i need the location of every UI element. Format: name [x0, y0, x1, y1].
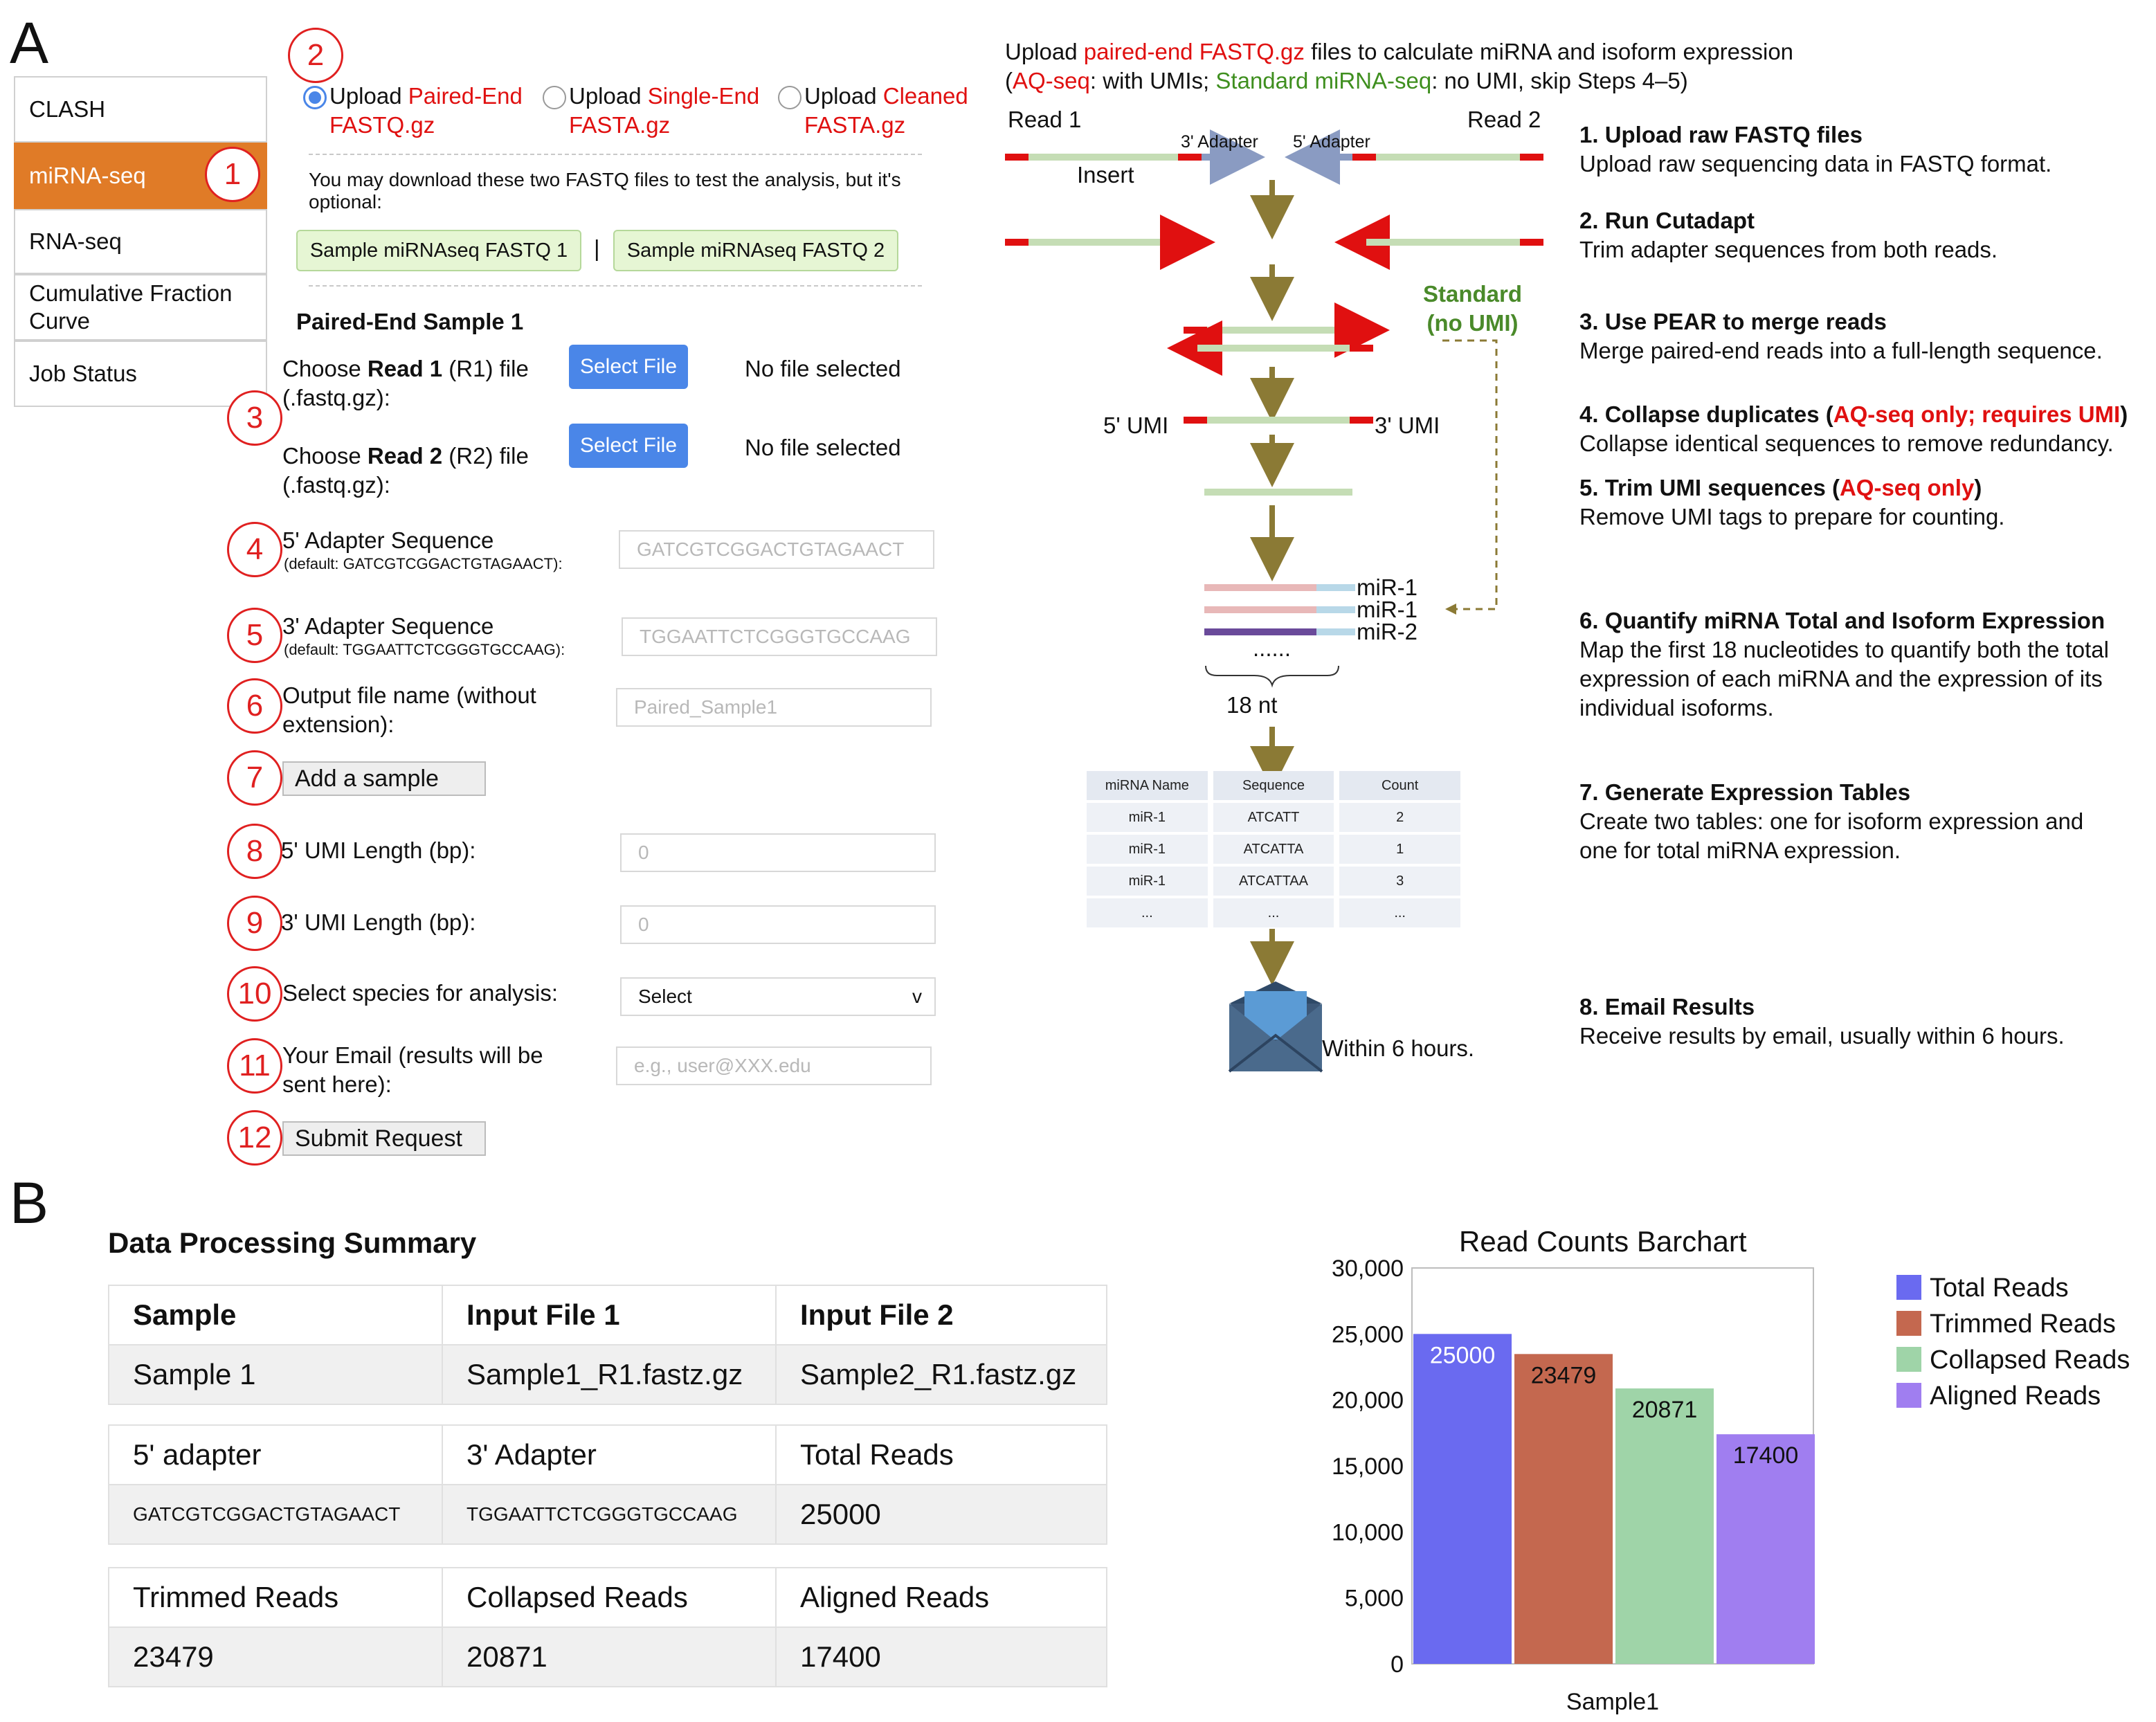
section-title: Paired-End Sample 1	[296, 309, 524, 334]
step-4-title: 4. Collapse duplicates (AQ-seq only; requires UMI)	[1579, 401, 2128, 427]
table-row: miR-1 ATCATTA 1	[1087, 835, 1460, 864]
step-1-title: 1. Upload raw FASTQ files	[1579, 122, 1863, 147]
summary-table-3	[108, 1567, 1107, 1687]
table-row: Sample 1 Sample1_R1.fastz.gz Sample2_R1.fastz.gz	[109, 1345, 1107, 1404]
y-tick-label: 25,000	[1332, 1321, 1404, 1348]
trimmed-read1	[1005, 239, 1195, 246]
table-header-row: Trimmed Reads Collapsed Reads Aligned Reads	[109, 1568, 1107, 1627]
legend-swatch	[1896, 1347, 1921, 1372]
step-7-title: 7. Generate Expression Tables	[1579, 779, 1911, 805]
read2-status: No file selected	[745, 435, 901, 460]
bar	[1514, 1354, 1613, 1664]
table-header-row: 5' adapter 3' Adapter Total Reads	[109, 1425, 1107, 1485]
umi3-label: 3' UMI	[1375, 413, 1440, 438]
step-badge-2: 2	[288, 28, 343, 83]
legend-swatch	[1896, 1383, 1921, 1408]
step-badge-4: 4	[227, 522, 282, 577]
bar-data-label: 23479	[1530, 1362, 1597, 1389]
species-select-value: Select	[638, 986, 692, 1007]
y-tick-label: 20,000	[1332, 1387, 1404, 1414]
output-label: Output file name (without extension):	[282, 682, 536, 737]
summary-table-1	[108, 1285, 1107, 1405]
email-label: Your Email (results will be sent here):	[282, 1042, 543, 1097]
table-row: 23479 20871 17400	[109, 1627, 1107, 1687]
output-filename-input[interactable]: Paired_Sample1	[616, 688, 932, 727]
legend-swatch	[1896, 1311, 1921, 1336]
adapter3-default: (default: TGGAATTCTCGGGTGCCAAG):	[284, 641, 565, 658]
umi5-length-input[interactable]: 0	[620, 833, 936, 872]
legend-label: Aligned Reads	[1930, 1381, 2101, 1411]
y-tick-label: 30,000	[1332, 1256, 1404, 1282]
adapter3-label: 3' Adapter	[1181, 132, 1258, 152]
umi5-label: 5' UMI	[1103, 413, 1169, 438]
select-read2-button[interactable]: Select File	[569, 424, 688, 468]
table-row: miR-1 ATCATTAA 3	[1087, 867, 1460, 896]
step-8-desc: Receive results by email, usually within 6 hours.	[1579, 1023, 2065, 1049]
step-badge-9: 9	[227, 896, 282, 951]
sidebar-item-label: Cumulative Fraction Curve	[29, 280, 233, 334]
brace	[1206, 666, 1339, 685]
radio-label-paired-end: Upload Paired-End FASTQ.gz	[329, 83, 523, 138]
summary-table-2	[108, 1424, 1107, 1545]
step-badge-11: 11	[227, 1038, 282, 1094]
radio-cleaned[interactable]	[778, 86, 801, 109]
read2-label: Read 2	[1467, 107, 1541, 132]
insert-label: Insert	[1077, 162, 1134, 188]
select-read1-button[interactable]: Select File	[569, 345, 688, 389]
step-badge-3: 3	[227, 390, 282, 446]
adapter3-label: 3' Adapter Sequence	[282, 613, 494, 639]
read2-label: Choose Read 2 (R2) file (.fastq.gz):	[282, 443, 529, 498]
chart-title: Read Counts Barchart	[1459, 1225, 1747, 1258]
sidebar-item-job-status[interactable]	[14, 341, 267, 407]
step-2-desc: Trim adapter sequences from both reads.	[1579, 237, 1998, 262]
step-badge-5: 5	[227, 608, 282, 663]
email-input[interactable]: e.g., user@XXX.edu	[616, 1046, 932, 1085]
panel-b-label: B	[10, 1170, 49, 1235]
sidebar-item-cumulative-fraction-curve[interactable]	[14, 274, 267, 341]
x-tick-label: Sample1	[1566, 1689, 1660, 1715]
step-7-desc: Create two tables: one for isoform expression and one for total miRNA expression.	[1579, 808, 2084, 863]
mirna-isoforms	[1204, 584, 1355, 635]
sidebar-item-label: Job Status	[29, 361, 137, 386]
umi-read	[1184, 417, 1373, 424]
bar-data-label: 20871	[1631, 1397, 1698, 1424]
umi3-length-input[interactable]: 0	[620, 905, 936, 944]
step-badge-1: 1	[205, 147, 260, 202]
step-4-desc: Collapse identical sequences to remove redundancy.	[1579, 430, 2114, 456]
sample-separator: |	[594, 235, 600, 261]
umi3-label: 3' UMI Length (bp):	[281, 909, 476, 935]
table-header-row: Sample Input File 1 Input File 2	[109, 1285, 1107, 1345]
step-5-desc: Remove UMI tags to prepare for counting.	[1579, 504, 2005, 529]
step-3-title: 3. Use PEAR to merge reads	[1579, 309, 1887, 334]
table-row: GATCGTCGGACTGTAGAACT TGGAATTCTCGGGTGCCAAG 25000	[109, 1485, 1107, 1544]
y-tick-label: 5,000	[1344, 1585, 1404, 1612]
adapter5-input[interactable]: GATCGTCGGACTGTAGAACT	[619, 530, 934, 569]
expression-table-example	[1081, 768, 1466, 930]
standard-label: Standard (no UMI)	[1423, 281, 1523, 336]
bar-data-label: 25000	[1429, 1342, 1496, 1369]
sidebar-item-label: CLASH	[29, 96, 106, 122]
sidebar-item-label: miRNA-seq	[29, 163, 146, 188]
legend-label: Trimmed Reads	[1930, 1309, 2116, 1339]
step-badge-12: 12	[227, 1110, 282, 1166]
bar-data-label: 17400	[1732, 1442, 1799, 1469]
nt-length-label: 18 nt	[1226, 692, 1278, 718]
summary-title: Data Processing Summary	[108, 1226, 477, 1259]
umi5-label: 5' UMI Length (bp):	[281, 837, 476, 863]
y-tick-label: 0	[1390, 1651, 1404, 1678]
bar	[1615, 1388, 1714, 1664]
trimmed-umi-read	[1204, 489, 1352, 496]
within-hours-label: Within 6 hours.	[1322, 1035, 1475, 1061]
y-tick-label: 15,000	[1332, 1453, 1404, 1480]
step-1-desc: Upload raw sequencing data in FASTQ format.	[1579, 151, 2052, 176]
step-badge-8: 8	[227, 824, 282, 879]
species-label: Select species for analysis:	[282, 980, 559, 1006]
merged-reads	[1184, 327, 1373, 352]
table-header: Sequence	[1213, 771, 1334, 800]
adapter5-default: (default: GATCGTCGGACTGTAGAACT):	[284, 555, 563, 572]
mirna-label: miR-1	[1357, 597, 1417, 622]
bar	[1413, 1334, 1512, 1664]
step-5-title: 5. Trim UMI sequences (AQ-seq only)	[1579, 475, 1982, 500]
workflow-diagram	[997, 104, 1564, 1087]
read1-label: Choose Read 1 (R1) file (.fastq.gz):	[282, 356, 529, 410]
divider	[309, 154, 922, 155]
step-6-desc: Map the first 18 nucleotides to quantify both the total expression of each miRNA and the expression of its individual isoforms.	[1579, 637, 2109, 720]
workflow-intro: Upload paired-end FASTQ.gz files to calculate miRNA and isoform expression (AQ-seq: with UMIs; Standard miRNA-seq: no UMI, skip Steps 4–5)	[1005, 39, 1794, 93]
adapter5-label: 5' Adapter Sequence	[282, 527, 494, 553]
read1-status: No file selected	[745, 356, 901, 381]
species-select[interactable]	[620, 977, 936, 1016]
adapter5-label: 5' Adapter	[1293, 132, 1370, 152]
radio-single-end[interactable]	[543, 86, 566, 109]
legend-swatch	[1896, 1275, 1921, 1300]
chevron-down-icon: v	[912, 986, 922, 1007]
radio-paired-end[interactable]	[303, 86, 327, 109]
read-counts-bar-chart	[1274, 1246, 2146, 1716]
standard-bypass-path	[1442, 341, 1496, 609]
mirna-label: miR-2	[1357, 619, 1417, 644]
legend-label: Collapsed Reads	[1930, 1345, 2130, 1375]
sidebar-item-label: RNA-seq	[29, 228, 122, 254]
sample-fastq-1-button[interactable]: Sample miRNAseq FASTQ 1	[296, 230, 581, 271]
envelope-icon	[1229, 981, 1322, 1071]
step-6-title: 6. Quantify miRNA Total and Isoform Expression	[1579, 608, 2105, 633]
table-header: Count	[1339, 771, 1460, 800]
sidebar-item-clash[interactable]	[14, 76, 267, 143]
mirna-label: miR-1	[1357, 574, 1417, 600]
sample-fastq-2-button[interactable]: Sample miRNAseq FASTQ 2	[613, 230, 898, 271]
add-sample-button[interactable]: Add a sample	[282, 761, 486, 796]
divider	[309, 285, 922, 287]
step-3-desc: Merge paired-end reads into a full-length sequence.	[1579, 338, 2103, 363]
ellipsis: ......	[1253, 635, 1292, 661]
step-2-title: 2. Run Cutadapt	[1579, 208, 1755, 233]
adapter3-input[interactable]: TGGAATTCTCGGGTGCCAAG	[622, 617, 937, 656]
step-badge-6: 6	[227, 678, 282, 734]
table-header: miRNA Name	[1087, 771, 1208, 800]
submit-request-button[interactable]: Submit Request	[282, 1121, 486, 1156]
trimmed-read2	[1355, 239, 1543, 246]
step-badge-10: 10	[227, 966, 282, 1022]
step-badge-7: 7	[227, 750, 282, 806]
sample-note: You may download these two FASTQ files to test the analysis, but it's optional:	[309, 169, 901, 212]
sidebar-item-rna-seq[interactable]	[14, 209, 267, 274]
read1-label: Read 1	[1008, 107, 1082, 132]
radio-label-cleaned: Upload Cleaned FASTA.gz	[804, 83, 968, 138]
step-8-title: 8. Email Results	[1579, 994, 1755, 1019]
panel-a-label: A	[10, 10, 49, 75]
y-tick-label: 10,000	[1332, 1519, 1404, 1546]
table-row: miR-1 ATCATT 2	[1087, 803, 1460, 832]
radio-label-single-end: Upload Single-End FASTA.gz	[569, 83, 760, 138]
legend-label: Total Reads	[1930, 1274, 2069, 1303]
table-row: ... ... ...	[1087, 898, 1460, 927]
